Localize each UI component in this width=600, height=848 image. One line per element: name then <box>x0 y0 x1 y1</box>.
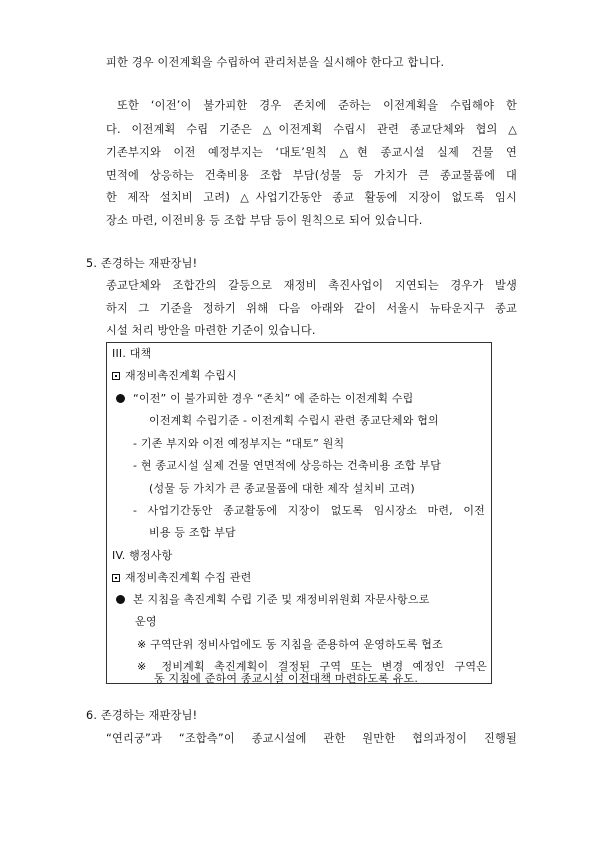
bullet-1-text: “이전” 이 불가피한 경우 “존치” 에 준하는 이전계획 수립 <box>133 392 414 405</box>
section-5-heading: 5. 존경하는 재판장님! <box>86 257 198 270</box>
section-5-line-1: 종교단체와 조합간의 갈등으로 재정비 촉진사업이 지연되는 경우가 발생 <box>106 279 517 292</box>
section-6-heading: 6. 존경하는 재판장님! <box>86 709 198 722</box>
body-line-1: 피한 경우 이전계획을 수립하여 관리처분을 실시해야 한다고 합니다. <box>106 56 445 69</box>
box-subheading-2 <box>112 570 251 586</box>
box-heading-iii: III. 대책 <box>112 347 152 360</box>
dash-item-2: - 현 종교시설 실제 건물 연면적에 상응하는 건축비용 조합 부담 <box>133 459 442 472</box>
note-2: ※ 정비계획 촉진계획이 결정된 구역 또는 변경 예정인 구역은 <box>137 660 487 673</box>
checkbox-square-icon <box>112 574 120 582</box>
policy-box <box>106 342 492 684</box>
dash-item-3: - 사업기간동안 종교활동에 지장이 없도록 임시장소 마련, 이전 <box>133 504 485 517</box>
bullet-1 <box>116 391 414 407</box>
dash-item-3-line-2: 비용 등 조합 부담 <box>149 526 236 539</box>
body-line-6: 한 제작 설치비 고려) △사업기간동안 종교 활동에 지장이 없도록 임시 <box>106 191 517 204</box>
dash-item-2-line-2: (성물 등 가치가 큰 종교물품에 대한 제작 설치비 고려) <box>149 482 415 495</box>
bullet-1-line-2: 이전계획 수립기준 - 이전계획 수립시 관련 종교단체와 협의 <box>149 414 439 427</box>
box-subheading-2-text: 재정비촉진계획 수집 관련 <box>125 571 252 584</box>
section-5-line-2: 하지 그 기준을 정하기 위해 다음 아래와 같이 서울시 뉴타운지구 종교 <box>106 302 517 315</box>
box-subheading-1 <box>112 368 237 384</box>
bullet-2 <box>116 592 486 608</box>
bullet-2-line-2: 운영 <box>135 615 157 628</box>
box-subheading-1-text: 재정비촉진계획 수립시 <box>125 369 237 382</box>
bullet-2-text: 본 지침을 촉진계획 수립 기준 및 재정비위원회 자문사항으로 <box>133 593 430 606</box>
box-heading-iv: IV. 행정사항 <box>112 549 173 562</box>
body-line-7: 장소 마련, 이전비용 등 조합 부담 등이 원칙으로 되어 있습니다. <box>106 214 423 227</box>
dash-item-1: - 기존 부지와 이전 예정부지는 “대토” 원칙 <box>133 437 345 450</box>
section-6-line-1: “연리궁”과 “조합측”이 종교시설에 관한 원만한 협의과정이 진행될 <box>106 732 517 745</box>
body-line-2: 또한 ‘이전’이 불가피한 경우 존치에 준하는 이전계획을 수립해야 한 <box>117 99 517 112</box>
bullet-dot-icon <box>116 595 125 604</box>
body-line-5: 면적에 상응하는 건축비용 조합 부담(성물 등 가치가 큰 종교물품에 대 <box>106 169 517 182</box>
section-5-line-3: 시설 처리 방안을 마련한 기준이 있습니다. <box>106 324 316 337</box>
body-line-3: 다. 이전계획 수립 기준은 △이전계획 수립시 관련 종교단체와 협의 △ <box>106 123 517 136</box>
note-1: ※ 구역단위 정비사업에도 동 지침을 준용하여 운영하도록 협조 <box>137 638 443 651</box>
checkbox-square-icon <box>112 372 120 380</box>
note-2-line-2: 동 지침에 준하여 종교시설 이전대책 마련하도록 유도. <box>154 672 419 685</box>
body-line-4: 기존부지와 이전 예정부지는 ‘대토’원칙 △현 종교시설 실제 건물 연 <box>106 146 517 159</box>
bullet-dot-icon <box>116 394 125 403</box>
